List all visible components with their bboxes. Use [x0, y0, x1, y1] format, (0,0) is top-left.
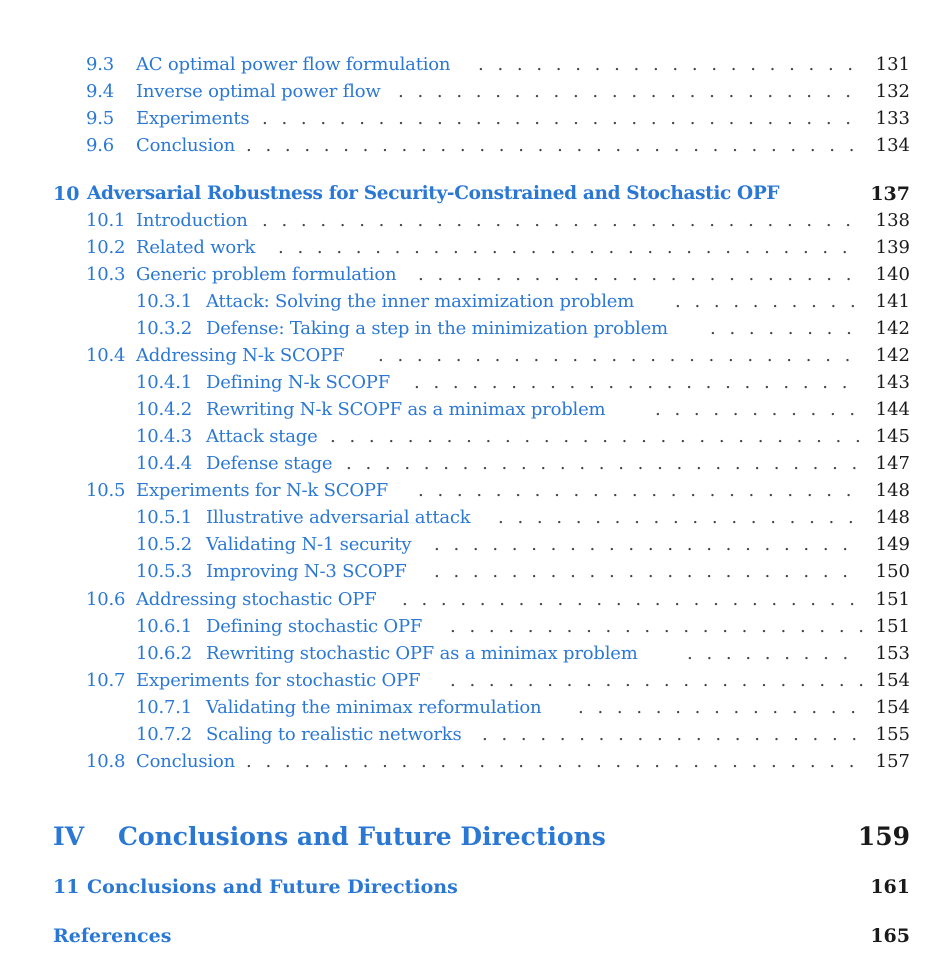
leader-dots — [246, 749, 863, 775]
section-title[interactable]: Conclusion — [136, 751, 236, 772]
chapter-title[interactable]: Conclusions and Future Directions — [87, 876, 458, 898]
section-title[interactable]: Rewriting stochastic OPF as a minimax problem — [206, 643, 638, 664]
toc-references[interactable] — [0, 923, 949, 949]
toc-entry-10-3-1[interactable] — [0, 289, 949, 315]
page-number: 144 — [875, 399, 910, 420]
section-number: 9.3 — [86, 54, 115, 75]
leader-dots — [578, 695, 863, 721]
toc-chapter-11[interactable] — [0, 874, 949, 900]
chapter-title[interactable]: Adversarial Robustness for Security-Constrained and Stochastic OPF — [87, 183, 780, 204]
section-number: 10.3 — [86, 264, 126, 285]
leader-dots — [687, 641, 863, 667]
section-number: 10.4.2 — [136, 399, 193, 420]
toc-entry-9-4[interactable] — [0, 79, 949, 105]
section-title[interactable]: Experiments for N-k SCOPF — [136, 480, 389, 501]
page-number: 143 — [875, 372, 910, 393]
section-number: 10.5.3 — [136, 561, 193, 582]
section-number: 10.7 — [86, 670, 126, 691]
toc-entry-10-6-1[interactable] — [0, 614, 949, 640]
toc-entry-10-7-2[interactable] — [0, 722, 949, 748]
toc-entry-10-4-2[interactable] — [0, 397, 949, 423]
part-number: IV — [53, 822, 85, 851]
toc-entry-10-4[interactable] — [0, 343, 949, 369]
leader-dots — [346, 451, 863, 477]
toc-entry-10-7-1[interactable] — [0, 695, 949, 721]
page-number: 157 — [875, 751, 910, 772]
page-number: 151 — [875, 616, 910, 637]
page-number: 154 — [875, 670, 910, 691]
page-number: 151 — [875, 589, 910, 610]
leader-dots — [450, 614, 863, 640]
chapter-number: 10 — [53, 183, 80, 205]
page-number: 140 — [875, 264, 910, 285]
section-number: 10.7.1 — [136, 697, 193, 718]
section-title[interactable]: Attack: Solving the inner maximization problem — [206, 291, 635, 312]
section-title[interactable]: Defense stage — [206, 453, 333, 474]
toc-entry-10-6[interactable] — [0, 587, 949, 613]
leader-dots — [498, 505, 863, 531]
toc-entry-10-5-1[interactable] — [0, 505, 949, 531]
toc-chapter-10[interactable] — [0, 181, 949, 207]
page-number: 150 — [875, 561, 910, 582]
page-number: 142 — [875, 345, 910, 366]
section-title[interactable]: Defining stochastic OPF — [206, 616, 423, 637]
section-number: 9.5 — [86, 108, 115, 129]
leader-dots — [434, 532, 863, 558]
toc-entry-10-4-3[interactable] — [0, 424, 949, 450]
page-number: 132 — [875, 81, 910, 102]
section-number: 9.4 — [86, 81, 115, 102]
leader-dots — [330, 424, 863, 450]
page-number: 138 — [875, 210, 910, 231]
leader-dots — [278, 235, 863, 261]
leader-dots — [418, 478, 863, 504]
toc-entry-10-8[interactable] — [0, 749, 949, 775]
toc-entry-10-5-2[interactable] — [0, 532, 949, 558]
section-number: 10.3.2 — [136, 318, 193, 339]
page-number: 154 — [875, 697, 910, 718]
section-title[interactable]: Addressing stochastic OPF — [136, 589, 377, 610]
toc-entry-9-3[interactable] — [0, 52, 949, 78]
section-number: 10.2 — [86, 237, 126, 258]
section-number: 10.8 — [86, 751, 126, 772]
section-title[interactable]: Related work — [136, 237, 256, 258]
section-title[interactable]: Addressing N-k SCOPF — [136, 345, 345, 366]
leader-dots — [246, 133, 863, 159]
section-number: 10.6 — [86, 589, 126, 610]
toc-entry-10-4-4[interactable] — [0, 451, 949, 477]
leader-dots — [675, 289, 863, 315]
section-number: 10.5.2 — [136, 534, 193, 555]
section-title[interactable]: Illustrative adversarial attack — [206, 507, 471, 528]
page-number: 155 — [875, 724, 910, 745]
toc-entry-10-3[interactable] — [0, 262, 949, 288]
part-title[interactable]: Conclusions and Future Directions — [118, 822, 606, 851]
section-number: 10.4.1 — [136, 372, 193, 393]
page-number: 137 — [870, 183, 910, 205]
section-number: 10.6.2 — [136, 643, 193, 664]
section-number: 10.5 — [86, 480, 126, 501]
leader-dots — [482, 722, 863, 748]
section-number: 10.6.1 — [136, 616, 193, 637]
toc-entry-9-6[interactable] — [0, 133, 949, 159]
section-title[interactable]: Scaling to realistic networks — [206, 724, 462, 745]
section-title[interactable]: Experiments for stochastic OPF — [136, 670, 421, 691]
section-number: 10.5.1 — [136, 507, 193, 528]
references-title[interactable]: References — [53, 925, 172, 947]
section-title[interactable]: Rewriting N-k SCOPF as a minimax problem — [206, 399, 606, 420]
section-title[interactable]: Validating N-1 security — [206, 534, 412, 555]
toc-entry-10-4-1[interactable] — [0, 370, 949, 396]
page-number: 145 — [875, 426, 910, 447]
page-number: 165 — [870, 925, 910, 947]
leader-dots — [378, 343, 863, 369]
page-number: 131 — [875, 54, 910, 75]
toc-entry-10-6-2[interactable] — [0, 641, 949, 667]
page-number: 139 — [875, 237, 910, 258]
page-number: 147 — [875, 453, 910, 474]
leader-dots — [434, 559, 863, 585]
page-number: 159 — [857, 822, 910, 851]
section-number: 10.4.4 — [136, 453, 193, 474]
section-number: 9.6 — [86, 135, 115, 156]
page-number: 149 — [875, 534, 910, 555]
toc-entry-10-1[interactable] — [0, 208, 949, 234]
toc-entry-10-3-2[interactable] — [0, 316, 949, 342]
toc-entry-10-5[interactable] — [0, 478, 949, 504]
section-number: 10.3.1 — [136, 291, 193, 312]
leader-dots — [262, 106, 863, 132]
section-title[interactable]: Inverse optimal power flow — [136, 81, 381, 102]
page-number: 141 — [875, 291, 910, 312]
section-number: 10.1 — [86, 210, 126, 231]
leader-dots — [402, 587, 863, 613]
section-title[interactable]: Attack stage — [206, 426, 318, 447]
leader-dots — [398, 79, 863, 105]
section-number: 10.4 — [86, 345, 126, 366]
page-number: 134 — [875, 135, 910, 156]
page-number: 148 — [875, 507, 910, 528]
toc-entry-10-5-3[interactable] — [0, 559, 949, 585]
toc-entry-10-2[interactable] — [0, 235, 949, 261]
toc-part-iv[interactable] — [0, 820, 949, 854]
page-number: 153 — [875, 643, 910, 664]
section-title[interactable]: Validating the minimax reformulation — [206, 697, 542, 718]
section-title[interactable]: Introduction — [136, 210, 248, 231]
section-title[interactable]: Experiments — [136, 108, 250, 129]
section-title[interactable]: Defining N-k SCOPF — [206, 372, 391, 393]
leader-dots — [710, 316, 863, 342]
section-number: 10.7.2 — [136, 724, 193, 745]
section-title[interactable]: Defense: Taking a step in the minimization problem — [206, 318, 668, 339]
leader-dots — [418, 262, 863, 288]
toc-entry-10-7[interactable] — [0, 668, 949, 694]
section-title[interactable]: Conclusion — [136, 135, 236, 156]
leader-dots — [450, 668, 863, 694]
section-number: 10.4.3 — [136, 426, 193, 447]
page-number: 142 — [875, 318, 910, 339]
page-number: 133 — [875, 108, 910, 129]
section-title[interactable]: Generic problem formulation — [136, 264, 397, 285]
leader-dots — [262, 208, 863, 234]
chapter-number: 11 — [53, 876, 80, 898]
section-title[interactable]: AC optimal power flow formulation — [136, 54, 451, 75]
leader-dots — [655, 397, 863, 423]
toc-entry-9-5[interactable] — [0, 106, 949, 132]
leader-dots — [478, 52, 863, 78]
page-number: 148 — [875, 480, 910, 501]
page-number: 161 — [870, 876, 910, 898]
section-title[interactable]: Improving N-3 SCOPF — [206, 561, 407, 582]
leader-dots — [414, 370, 863, 396]
